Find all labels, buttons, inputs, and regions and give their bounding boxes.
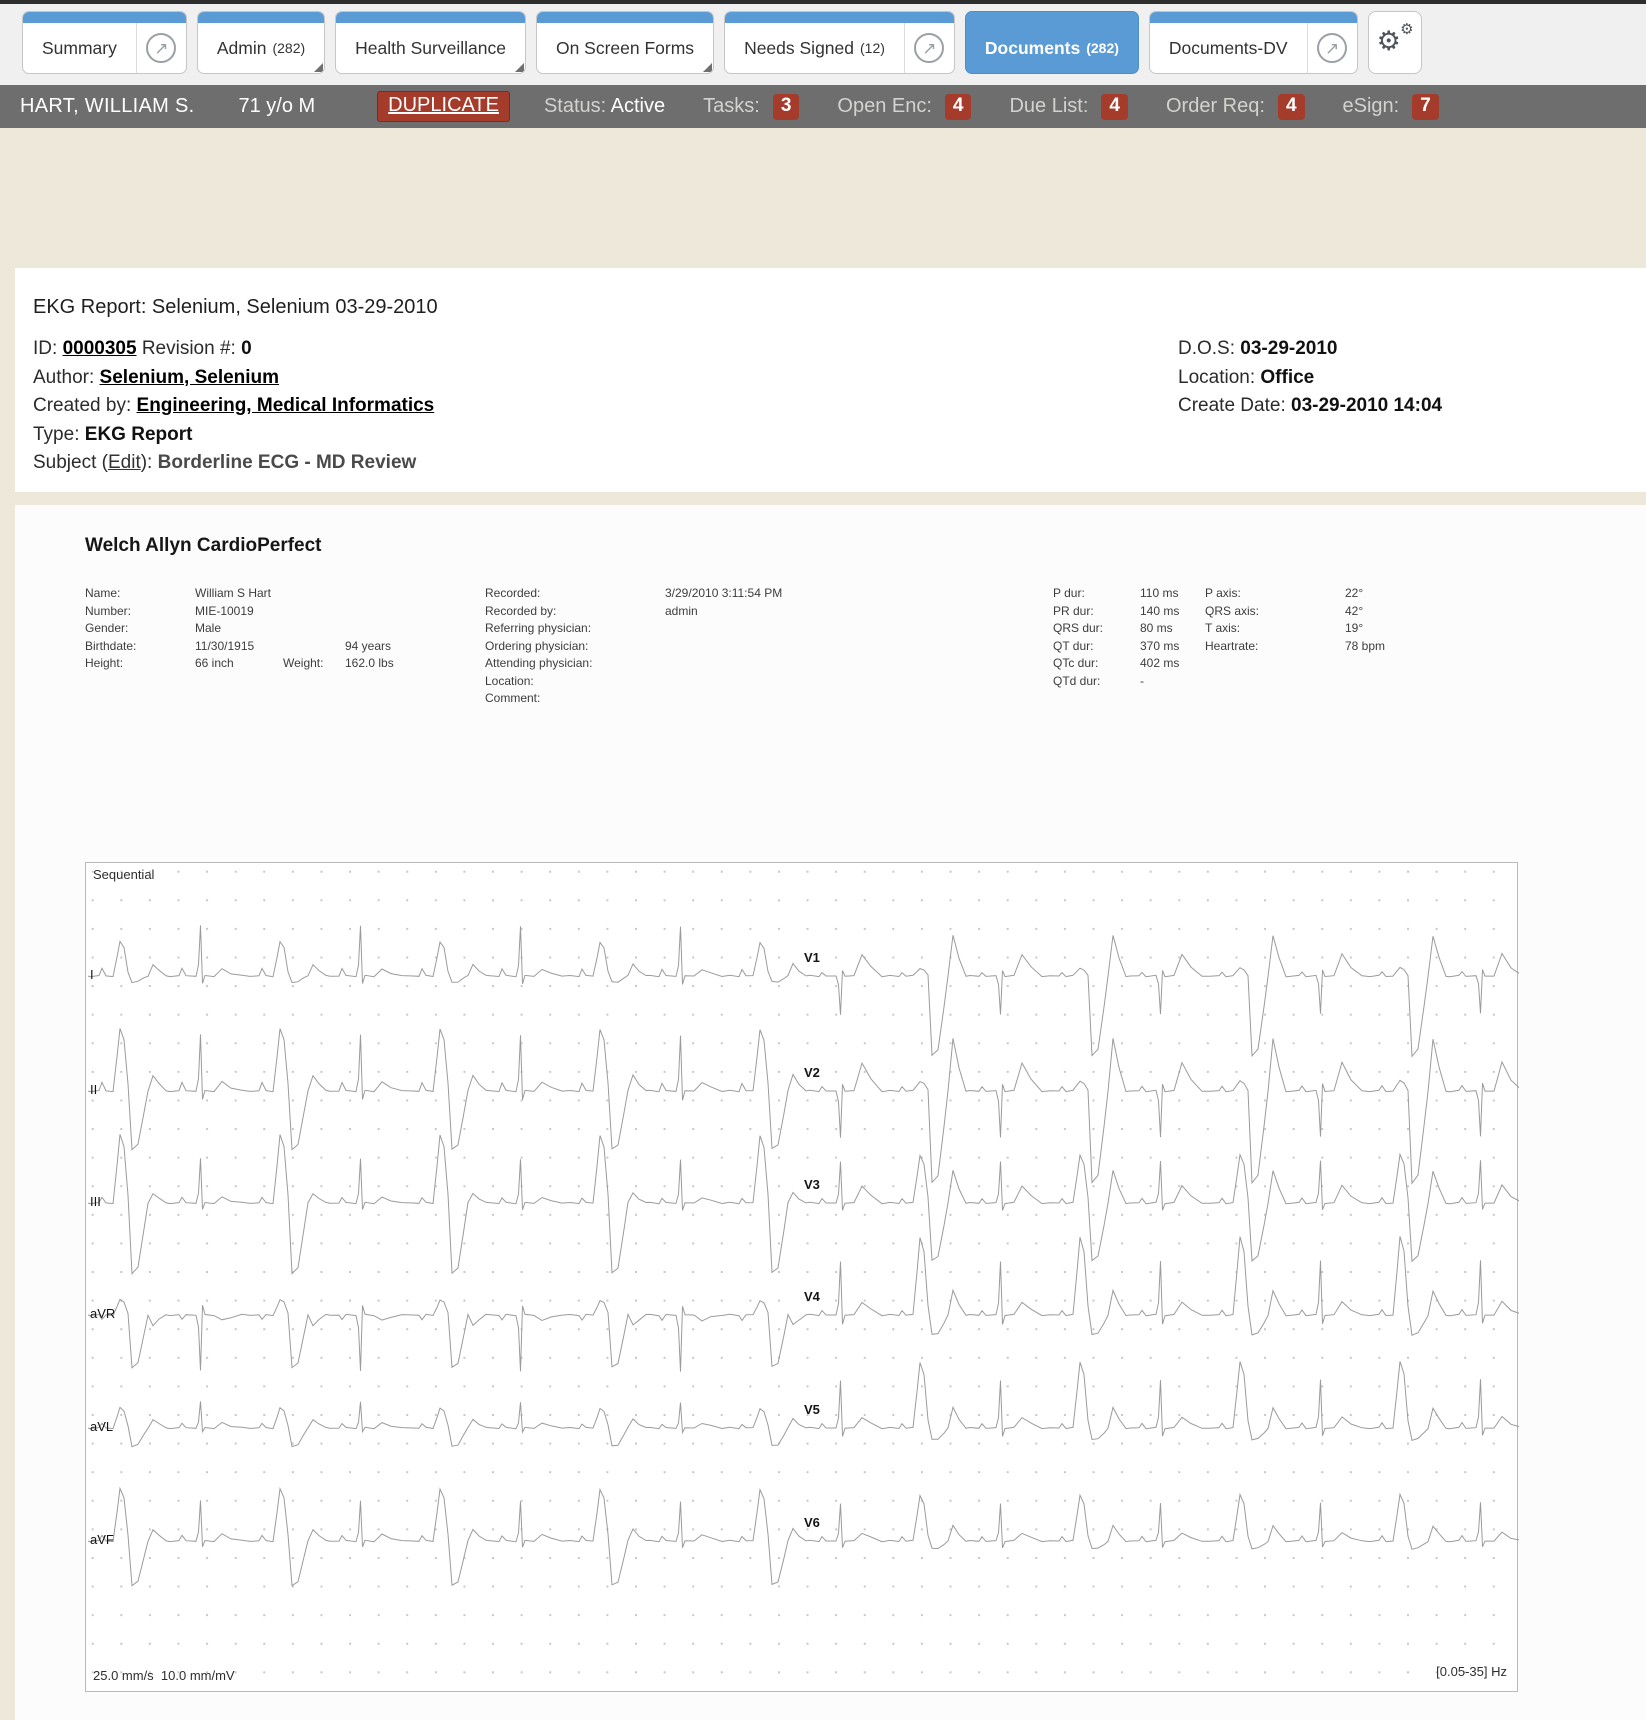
info-label: Comment: bbox=[485, 691, 541, 705]
subject-label: Subject ( bbox=[33, 452, 108, 473]
info-label: Location: bbox=[485, 673, 534, 688]
tab-strip bbox=[22, 11, 1358, 74]
tab-accent-cap bbox=[198, 12, 324, 23]
ecg-trace-i-v1 bbox=[88, 925, 1519, 1056]
tab-accent-cap bbox=[537, 12, 713, 23]
info-value bbox=[665, 620, 782, 638]
info-label bbox=[283, 638, 345, 656]
popout-arrow-icon: ↗ bbox=[146, 33, 176, 63]
info-group-1 bbox=[85, 585, 394, 673]
stat-open-enc bbox=[837, 94, 971, 120]
info-value: 94 years bbox=[345, 638, 392, 653]
info-label: Heartrate: bbox=[1205, 638, 1259, 653]
created-by-link[interactable]: Engineering, Medical Informatics bbox=[136, 395, 435, 416]
dos-value: 03-29-2010 bbox=[1240, 338, 1338, 359]
tab-count: (12) bbox=[860, 40, 885, 56]
create-date-line bbox=[1178, 392, 1442, 421]
info-label: Number: bbox=[85, 603, 132, 618]
revision-label: Revision #: bbox=[141, 338, 236, 359]
lead-label-v3: V3 bbox=[804, 1177, 820, 1192]
info-value bbox=[665, 673, 782, 691]
info-value bbox=[345, 603, 394, 621]
subject-value: Borderline ECG - MD Review bbox=[157, 452, 417, 473]
ecg-chart bbox=[85, 862, 1518, 1692]
patient-age-sex: 71 y/o M bbox=[238, 95, 316, 117]
stat-label: Due List: bbox=[1009, 95, 1089, 117]
dos-label: D.O.S: bbox=[1178, 338, 1236, 359]
info-label bbox=[283, 585, 345, 603]
info-label: Attending physician: bbox=[485, 656, 593, 670]
tab-count: (282) bbox=[1086, 40, 1119, 56]
tab-count: (282) bbox=[272, 40, 306, 56]
info-label: QRS axis: bbox=[1205, 603, 1260, 618]
tab-summary[interactable] bbox=[22, 11, 187, 74]
create-date-label: Create Date: bbox=[1178, 395, 1286, 416]
settings-gear-button[interactable] bbox=[1368, 11, 1422, 74]
info-value bbox=[345, 620, 394, 638]
type-label: Type: bbox=[33, 423, 80, 445]
lead-label-avf: aVF bbox=[90, 1532, 114, 1547]
info-value: Male bbox=[195, 621, 222, 635]
tab-admin[interactable] bbox=[197, 11, 325, 74]
info-value: 110 ms bbox=[1140, 586, 1179, 600]
tab-label: Documents (282) bbox=[984, 37, 1119, 58]
stat-esign bbox=[1343, 94, 1439, 120]
lead-label-avr: aVR bbox=[90, 1306, 116, 1321]
info-value: 80 ms bbox=[1140, 621, 1173, 635]
lead-label-v5: V5 bbox=[804, 1402, 820, 1417]
info-value: 42° bbox=[1345, 603, 1364, 618]
stat-label: Tasks: bbox=[703, 95, 760, 117]
info-value: 140 ms bbox=[1140, 603, 1180, 618]
info-value bbox=[665, 655, 782, 673]
revision-value: 0 bbox=[241, 338, 252, 359]
lead-label-v6: V6 bbox=[804, 1515, 820, 1530]
lead-label-iii: III bbox=[90, 1194, 101, 1209]
info-value: MIE-10019 bbox=[195, 603, 254, 618]
document-header-panel bbox=[15, 268, 1646, 492]
info-label: QRS dur: bbox=[1053, 621, 1104, 635]
info-value: 402 ms bbox=[1140, 656, 1180, 670]
info-label: Weight: bbox=[283, 656, 324, 670]
ecg-trace-ii-v2 bbox=[88, 1028, 1519, 1183]
ecg-speed: 25.0 mm/s bbox=[93, 1668, 154, 1683]
doc-type-line bbox=[33, 421, 1616, 450]
tab-accent-cap bbox=[725, 12, 954, 23]
info-group-4 bbox=[1205, 585, 1385, 655]
patient-header-bar bbox=[0, 85, 1646, 128]
dropdown-fold-icon bbox=[515, 63, 524, 72]
info-value: 22° bbox=[1345, 586, 1364, 600]
ecg-mode-label: Sequential bbox=[93, 867, 155, 882]
dropdown-fold-icon bbox=[703, 63, 712, 72]
info-label: Name: bbox=[85, 586, 121, 600]
doc-subject-line bbox=[33, 449, 1616, 478]
document-meta bbox=[33, 335, 1616, 478]
report-vendor-title: Welch Allyn CardioPerfect bbox=[85, 535, 322, 556]
tab-label: Admin (282) bbox=[216, 37, 306, 58]
info-value: 370 ms bbox=[1140, 638, 1180, 653]
info-label: Recorded: bbox=[485, 586, 541, 600]
author-label: Author: bbox=[33, 366, 95, 388]
ecg-trace-avf-v6 bbox=[88, 1488, 1519, 1585]
info-group-3 bbox=[1053, 585, 1179, 690]
lead-label-ii: II bbox=[90, 1082, 98, 1097]
popout-arrow-icon: ↗ bbox=[1317, 33, 1347, 63]
lead-label-avl: aVL bbox=[90, 1419, 114, 1434]
tab-label: On Screen Forms bbox=[555, 37, 695, 58]
dos-line bbox=[1178, 335, 1442, 364]
info-group-2 bbox=[485, 585, 782, 708]
info-label: QT dur: bbox=[1053, 638, 1094, 653]
document-title: EKG Report: Selenium, Selenium 03-29-2010 bbox=[33, 296, 438, 318]
subject-suffix: ): bbox=[140, 452, 158, 473]
info-value: - bbox=[1140, 673, 1144, 688]
lead-label-i: I bbox=[90, 967, 94, 982]
dropdown-fold-icon bbox=[314, 63, 323, 72]
stat-count-badge[interactable]: 4 bbox=[945, 94, 972, 120]
lead-label-v1: V1 bbox=[804, 950, 820, 965]
tab-documents[interactable] bbox=[965, 11, 1139, 74]
info-value bbox=[665, 690, 782, 708]
tab-needs-signed[interactable] bbox=[724, 11, 955, 74]
info-label: QTd dur: bbox=[1053, 673, 1101, 688]
patient-name: HART, WILLIAM S. bbox=[20, 95, 195, 117]
info-value: 19° bbox=[1345, 621, 1364, 635]
info-label bbox=[283, 603, 345, 621]
info-value: 11/30/1915 bbox=[195, 638, 255, 653]
lead-label-v4: V4 bbox=[804, 1289, 820, 1304]
tab-accent-cap bbox=[1150, 12, 1357, 23]
info-value: admin bbox=[665, 603, 698, 618]
info-label: P axis: bbox=[1205, 586, 1241, 600]
stat-count-badge[interactable]: 4 bbox=[1101, 94, 1128, 120]
ecg-trace-avr-v4 bbox=[88, 1236, 1519, 1371]
stat-order-req bbox=[1166, 94, 1305, 120]
document-id-link[interactable]: 0000305 bbox=[62, 338, 137, 359]
created-by-label: Created by: bbox=[33, 395, 132, 416]
author-link[interactable]: Selenium, Selenium bbox=[99, 366, 280, 388]
tab-label: Health Surveillance bbox=[355, 37, 506, 58]
create-date-value: 03-29-2010 14:04 bbox=[1291, 395, 1443, 416]
type-value: EKG Report bbox=[84, 423, 193, 445]
info-value bbox=[345, 585, 394, 603]
tab-bar bbox=[0, 4, 1646, 85]
ecg-scale-label bbox=[93, 1668, 235, 1683]
info-label: Height: bbox=[85, 656, 124, 670]
info-label: QTc dur: bbox=[1053, 656, 1099, 670]
info-value: 66 inch bbox=[195, 656, 234, 670]
tab-accent-cap bbox=[336, 12, 525, 23]
patient-status bbox=[544, 95, 665, 118]
report-body-panel bbox=[15, 505, 1646, 1720]
stat-label: Order Req: bbox=[1166, 95, 1265, 117]
location-label: Location: bbox=[1178, 366, 1256, 388]
tab-on-screen-forms[interactable] bbox=[536, 11, 714, 74]
ecg-trace-iii-v3 bbox=[88, 1134, 1519, 1273]
info-label bbox=[283, 620, 345, 638]
tab-health-surveillance[interactable] bbox=[335, 11, 526, 74]
doc-meta-right bbox=[1178, 335, 1442, 421]
ecg-traces bbox=[86, 863, 1519, 1693]
stat-count-badge[interactable]: 7 bbox=[1412, 94, 1439, 120]
lead-label-v2: V2 bbox=[804, 1065, 820, 1080]
stat-due-list bbox=[1009, 94, 1128, 120]
ecg-filter-label: [0.05-35] Hz bbox=[1436, 1664, 1507, 1679]
gear-icon-small: ⚙ bbox=[1400, 21, 1414, 38]
tab-label: Documents-DV bbox=[1168, 37, 1288, 58]
popout-arrow-icon: ↗ bbox=[914, 33, 944, 63]
tab-label: Needs Signed (12) bbox=[744, 37, 885, 58]
info-value: 3/29/2010 3:11:54 PM bbox=[665, 586, 783, 600]
tab-accent-cap bbox=[23, 12, 186, 23]
info-value: 78 bpm bbox=[1345, 638, 1386, 653]
duplicate-flag-link[interactable]: DUPLICATE bbox=[377, 91, 510, 122]
status-value: Active bbox=[610, 95, 666, 117]
gear-icon: ⚙ bbox=[1376, 26, 1401, 56]
location-line bbox=[1178, 364, 1442, 393]
status-label: Status: bbox=[543, 95, 607, 117]
info-label: Gender: bbox=[85, 621, 129, 635]
stat-tasks bbox=[703, 94, 799, 120]
info-label: PR dur: bbox=[1053, 603, 1094, 618]
tab-accent-cap bbox=[966, 12, 1138, 23]
patient-stats bbox=[665, 94, 1439, 120]
info-label: P dur: bbox=[1053, 586, 1085, 600]
info-value: William S Hart bbox=[195, 586, 272, 600]
info-label: T axis: bbox=[1205, 621, 1241, 635]
tab-label: Summary bbox=[42, 37, 117, 58]
stat-count-badge[interactable]: 3 bbox=[773, 94, 800, 120]
info-value bbox=[665, 638, 782, 656]
id-label: ID: bbox=[33, 338, 58, 359]
stat-label: eSign: bbox=[1342, 95, 1400, 117]
subject-edit-link[interactable]: Edit bbox=[107, 452, 141, 473]
info-label: Recorded by: bbox=[485, 603, 557, 618]
info-label: Birthdate: bbox=[85, 638, 137, 653]
stat-label: Open Enc: bbox=[837, 95, 932, 117]
info-label: Ordering physician: bbox=[485, 638, 589, 653]
location-value: Office bbox=[1260, 366, 1315, 388]
tab-documents-dv[interactable] bbox=[1149, 11, 1358, 74]
info-value: 162.0 lbs bbox=[345, 656, 394, 670]
ecg-gain: 10.0 mm/mV bbox=[160, 1668, 235, 1683]
stat-count-badge[interactable]: 4 bbox=[1278, 94, 1305, 120]
info-label: Referring physician: bbox=[485, 621, 592, 635]
